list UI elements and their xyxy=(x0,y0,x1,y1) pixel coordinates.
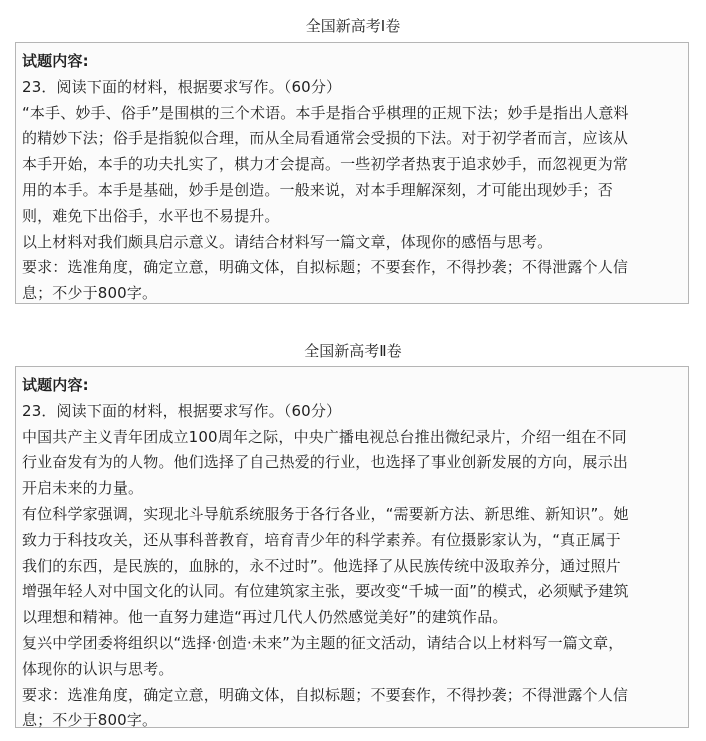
material-line: 以理想和精神。他一直努力建造“再过几代人仍然感觉美好”的建筑作品。 xyxy=(22,608,508,627)
material-line: 我们的东西，是民族的，血脉的，永不过时”。他选择了从民族传统中汲取养分，通过照片 xyxy=(22,556,621,575)
material-line: “本手、妙手、俗手”是围棋的三个术语。本手是指合乎棋理的正规下法；妙手是指出人意料 xyxy=(22,103,629,122)
requirement-line: 要求：选准角度，确定立意，明确文体，自拟标题；不要套作，不得抄袭；不得泄露个人信 xyxy=(22,685,629,704)
material-line: 有位科学家强调，实现北斗导航系统服务于各行各业，“需要新方法、新思维、新知识”。她 xyxy=(22,504,629,523)
requirement-line: 要求：选准角度，确定立意，明确文体，自拟标题；不要套作，不得抄袭；不得泄露个人信 xyxy=(22,258,629,277)
material-line: 的精妙下法；俗手是指貌似合理，而从全局看通常会受损的下法。对于初学者而言，应该从 xyxy=(22,129,629,148)
exam-1-title: 全国新高考Ⅰ卷 xyxy=(305,17,401,35)
question-line: 23．阅读下面的材料，根据要求写作。（60分） xyxy=(22,77,342,96)
exam-1-content-box xyxy=(15,42,689,304)
material-line: 中国共产主义青年团成立100周年之际，中央广播电视总台推出微纪录片，介绍一组在不同 xyxy=(22,427,627,446)
content-label: 试题内容: xyxy=(22,376,89,394)
material-line: 致力于科技攻关，还从事科普教育，培育青少年的科学素养。有位摄影家认为，“真正属于 xyxy=(22,530,621,549)
task-line: 复兴中学团委将组织以“选择·创造·未来”为主题的征文活动，请结合以上材料写一篇文章， xyxy=(22,633,624,652)
requirement-line: 息；不少于800字。 xyxy=(22,284,158,303)
content-label: 试题内容: xyxy=(22,52,89,70)
material-line: 本手开始，本手的功夫扎实了，棋力才会提高。一些初学者热衷于追求妙手，而忽视更为常 xyxy=(22,155,629,174)
question-line: 23．阅读下面的材料，根据要求写作。（60分） xyxy=(22,401,342,420)
requirement-line: 息；不少于800字。 xyxy=(22,711,158,730)
task-line: 体现你的认识与思考。 xyxy=(22,659,174,678)
task-line: 以上材料对我们颇具启示意义。请结合材料写一篇文章，体现你的感悟与思考。 xyxy=(22,232,553,251)
material-line: 行业奋发有为的人物。他们选择了自己热爱的行业，也选择了事业创新发展的方向，展示出 xyxy=(22,453,629,472)
material-line: 则，难免下出俗手，水平也不易提升。 xyxy=(22,206,280,225)
exam-2-title: 全国新高考Ⅱ卷 xyxy=(304,342,402,360)
material-line: 开启未来的力量。 xyxy=(22,479,144,498)
exam-2-content-box xyxy=(15,366,689,728)
material-line: 用的本手。本手是基础，妙手是创造。一般来说，对本手理解深刻，才可能出现妙手；否 xyxy=(22,180,613,199)
material-line: 增强年轻人对中国文化的认同。有位建筑家主张，要改变“千城一面”的模式，必须赋予建筑 xyxy=(22,582,629,601)
